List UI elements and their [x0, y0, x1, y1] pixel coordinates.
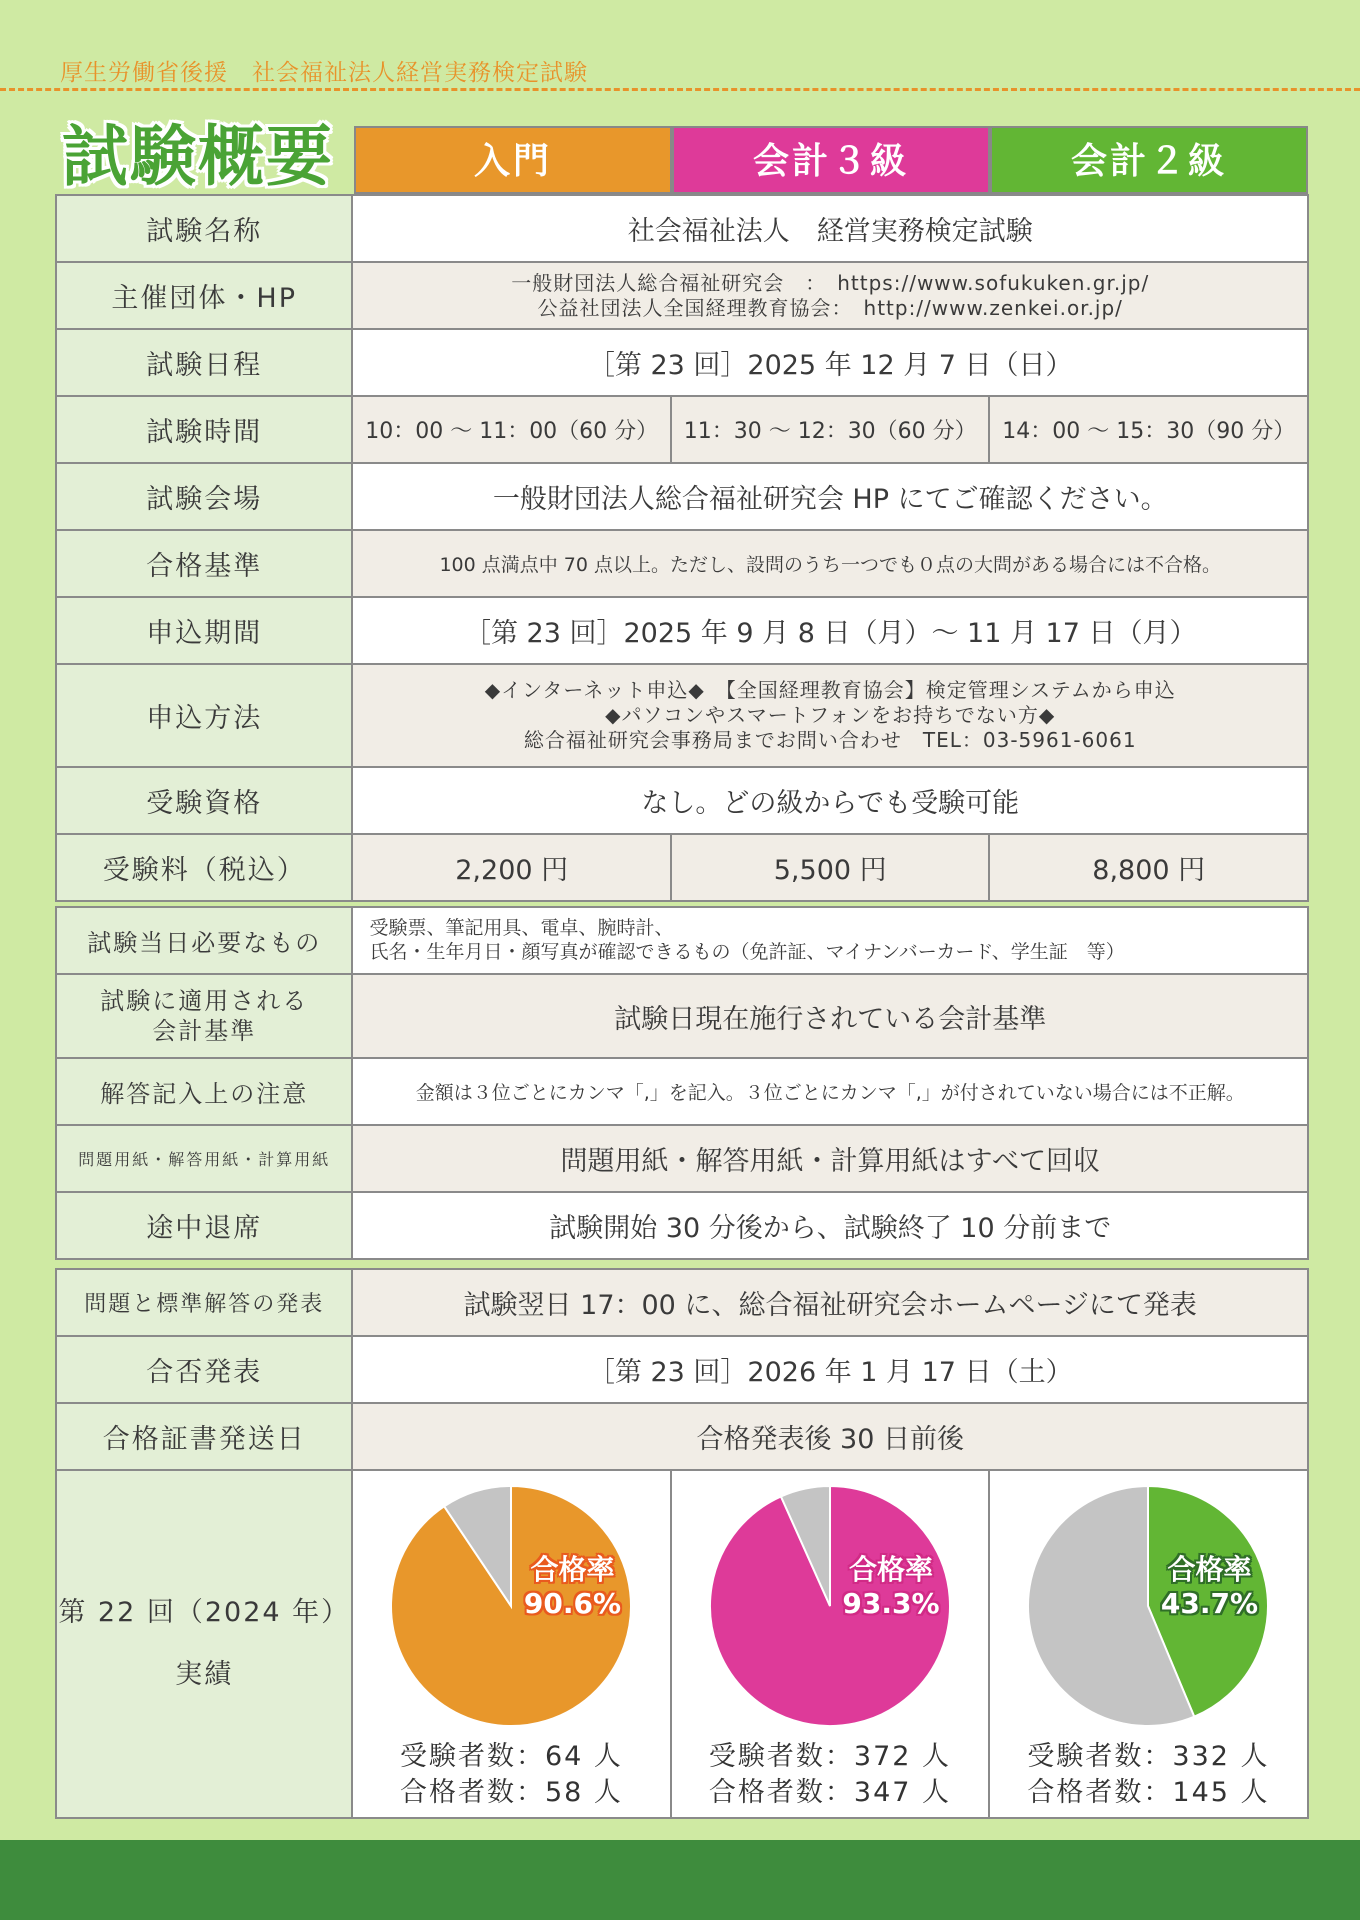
pie-cell-level-3 [671, 1470, 990, 1818]
certificate-date: 合格発表後 30 日前後 [352, 1403, 1308, 1470]
pass-rate-title: 合格率 [1167, 1553, 1252, 1586]
row-label: 合格基準 [56, 530, 352, 597]
organizer-2: 公益社団法人全国経理教育協会： http://www.zenkei.or.jp/ [537, 295, 1123, 320]
candidate-counts [672, 1739, 988, 1811]
pass-rate-label [503, 1553, 641, 1621]
row-label: 合否発表 [56, 1336, 352, 1403]
row-label: 途中退席 [56, 1192, 352, 1259]
pass-rate-label [1140, 1553, 1278, 1621]
pass-rate-value: 93.3% [842, 1587, 940, 1620]
organizers [352, 262, 1308, 329]
pass-rate-title: 合格率 [848, 1553, 933, 1586]
top-caption: 厚生労働省後援 社会福祉法人経営実務検定試験 [60, 60, 588, 86]
label-line: 第 22 回（2024 年） [58, 1597, 351, 1628]
page-title: 試験概要 [62, 118, 334, 195]
exam-day-table [55, 906, 1309, 1260]
application-method [352, 664, 1308, 767]
level-header-accounting-2: 会計２級 [990, 126, 1308, 194]
examinee-count: 受験者数：64 人 [399, 1741, 623, 1772]
passer-count: 合格者数：145 人 [1027, 1777, 1270, 1808]
time-level-2: 14：00 ～ 15：30（90 分） [989, 396, 1308, 463]
overview-table [55, 194, 1309, 902]
exam-date: ［第 23 回］2025 年 12 月 7 日（日） [352, 329, 1308, 396]
row-label: 試験時間 [56, 396, 352, 463]
venue: 一般財団法人総合福祉研究会 HP にてご確認ください。 [352, 463, 1308, 530]
exam-name: 社会福祉法人 経営実務検定試験 [352, 195, 1308, 262]
row-label: 申込方法 [56, 664, 352, 767]
row-label: 試験名称 [56, 195, 352, 262]
pass-rate-label [822, 1553, 960, 1621]
required-items [352, 907, 1308, 974]
table-row [56, 1192, 1308, 1259]
result-date: ［第 23 回］2026 年 1 月 17 日（土） [352, 1336, 1308, 1403]
method-line: 総合福祉研究会事務局までお問い合わせ TEL：03-5961-6061 [523, 728, 1137, 752]
table-row [56, 262, 1308, 329]
pie-cell-level-2 [989, 1470, 1308, 1818]
candidate-counts [353, 1739, 669, 1811]
results-table [55, 1268, 1309, 1819]
passer-count: 合格者数：58 人 [399, 1777, 623, 1808]
table-row [56, 907, 1308, 974]
label-line: 試験に適用される [100, 987, 309, 1015]
accounting-standard: 試験日現在施行されている会計基準 [352, 974, 1308, 1058]
fee-intro: 2,200 円 [352, 834, 671, 901]
pass-rate-value: 43.7% [1160, 1587, 1259, 1620]
qualification: なし。どの級からでも受験可能 [352, 767, 1308, 834]
row-label: 受験資格 [56, 767, 352, 834]
row-label: 試験会場 [56, 463, 352, 530]
row-label: 申込期間 [56, 597, 352, 664]
row-label: 合格証書発送日 [56, 1403, 352, 1470]
label-line: 実績 [175, 1659, 234, 1690]
answers-release: 試験翌日 17：00 に、総合福祉研究会ホームページにて発表 [352, 1269, 1308, 1336]
examinee-count: 受験者数：372 人 [708, 1741, 952, 1772]
pie-cell-intro [352, 1470, 671, 1818]
row-label: 試験日程 [56, 329, 352, 396]
table-row [56, 195, 1308, 262]
papers-collected: 問題用紙・解答用紙・計算用紙はすべて回収 [352, 1125, 1308, 1192]
table-row [56, 664, 1308, 767]
level-header-intro: 入門 [354, 126, 672, 194]
answer-notes: 金額は３位ごとにカンマ「,」を記入。３位ごとにカンマ「,」が付されていない場合には不正解。 [352, 1058, 1308, 1125]
row-label: 主催団体・HP [56, 262, 352, 329]
table-row [56, 1058, 1308, 1125]
table-row [56, 767, 1308, 834]
table-row [56, 1125, 1308, 1192]
organizer-1: 一般財団法人総合福祉研究会 ： https://www.sofukuken.gr.jp/ [511, 270, 1150, 295]
examinee-count: 受験者数：332 人 [1027, 1741, 1270, 1772]
early-leave: 試験開始 30 分後から、試験終了 10 分前まで [352, 1192, 1308, 1259]
items-line: 受験票、筆記用具、電卓、腕時計、 [369, 916, 674, 939]
pass-criteria: 100 点満点中 70 点以上。ただし、設問のうち一つでも０点の大問がある場合には不合格。 [352, 530, 1308, 597]
passer-count: 合格者数：347 人 [708, 1777, 952, 1808]
time-intro: 10：00 ～ 11：00（60 分） [352, 396, 671, 463]
table-row [56, 329, 1308, 396]
table-row [56, 1336, 1308, 1403]
candidate-counts [990, 1739, 1306, 1811]
row-label: 問題と標準解答の発表 [56, 1269, 352, 1336]
items-line: 氏名・生年月日・顔写真が確認できるもの（免許証、マイナンバーカード、学生証 等） [369, 940, 1125, 963]
pass-rate-value: 90.6% [523, 1587, 622, 1620]
table-row [56, 396, 1308, 463]
table-row [56, 463, 1308, 530]
table-row [56, 597, 1308, 664]
table-row [56, 1470, 1308, 1818]
pass-rate-title: 合格率 [530, 1553, 615, 1586]
footer-band [0, 1840, 1360, 1920]
fee-level-3: 5,500 円 [671, 834, 990, 901]
time-level-3: 11：30 ～ 12：30（60 分） [671, 396, 990, 463]
row-label [56, 974, 352, 1058]
row-label: 問題用紙・解答用紙・計算用紙 [56, 1125, 352, 1192]
dashed-divider [0, 88, 1360, 91]
method-line: ◆パソコンやスマートフォンをお持ちでない方◆ [605, 703, 1056, 727]
fee-level-2: 8,800 円 [989, 834, 1308, 901]
table-row [56, 834, 1308, 901]
label-line: 会計基準 [152, 1017, 257, 1045]
application-period: ［第 23 回］2025 年 9 月 8 日（月）～ 11 月 17 日（月） [352, 597, 1308, 664]
level-header-accounting-3: 会計３級 [672, 126, 990, 194]
table-row [56, 1403, 1308, 1470]
row-label: 解答記入上の注意 [56, 1058, 352, 1125]
table-row [56, 974, 1308, 1058]
row-label: 試験当日必要なもの [56, 907, 352, 974]
row-label: 受験料（税込） [56, 834, 352, 901]
table-row [56, 530, 1308, 597]
row-label [56, 1470, 352, 1818]
method-line: ◆インターネット申込◆ 【全国経理教育協会】検定管理システムから申込 [484, 678, 1176, 702]
table-row [56, 1269, 1308, 1336]
